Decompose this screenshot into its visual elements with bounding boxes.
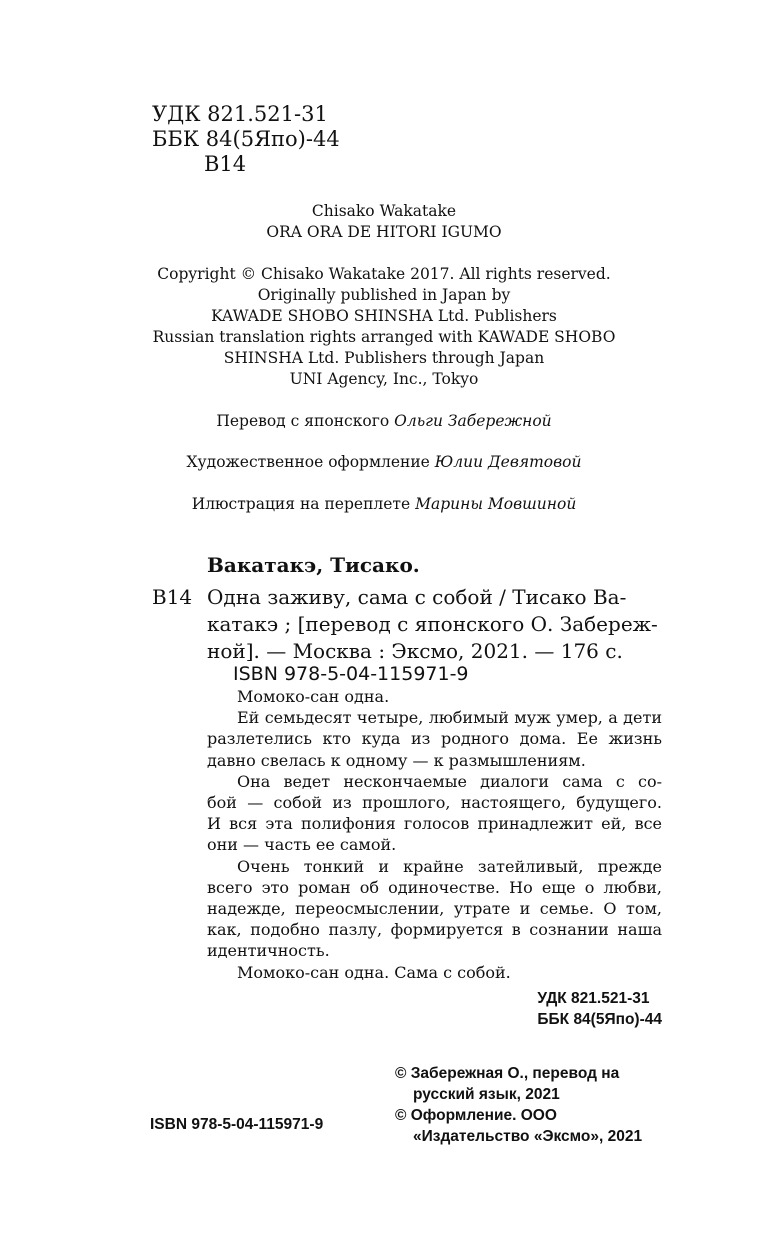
record-title-line: Одна заживу, сама с собой / Тисако Ва-	[207, 585, 627, 609]
copyright-line: Copyright © Chisako Wakatake 2017. All rights reserved.	[157, 265, 611, 283]
annotation-line: давно свелась к одному — к размышлениям.	[207, 750, 586, 770]
udk-code: УДК 821.521-31	[152, 102, 328, 126]
annotation-line: Момоко-сан одна. Сама с собой.	[237, 962, 511, 982]
annotation-line: как, подобно пазлу, формируется в сознании наша	[207, 920, 662, 940]
copyright-line: Originally published in Japan by	[257, 286, 511, 304]
author-sign: В14	[204, 152, 247, 176]
bbk-code: ББК 84(5Япо)-44	[152, 127, 340, 151]
copyright-english	[0, 264, 768, 390]
record-isbn: ISBN 978-5-04-115971-9	[233, 663, 469, 685]
annotation-line: всего это роман об одиночестве. Но еще о любви,	[207, 877, 662, 897]
copyright-line: KAWADE SHOBO SHINSHA Ltd. Publishers	[211, 307, 557, 325]
record-title	[207, 584, 660, 665]
footer-bbk: ББК 84(5Япо)-44	[537, 1011, 662, 1028]
footer-isbn: ISBN 978-5-04-115971-9	[150, 1116, 324, 1133]
annotation-line: И вся эта полифония голосов принадлежит ей, все	[207, 814, 662, 834]
designer-name: Юлии Девятовой	[434, 453, 582, 471]
annotation-line: Она ведет нескончаемые диалоги сама с со-	[237, 771, 662, 791]
record-author-heading: Вакатакэ, Тисако.	[207, 553, 420, 577]
copyright-design: © Оформление. ООО	[395, 1107, 557, 1124]
copyright-line: Russian translation rights arranged with KAWADE SHOBO	[152, 328, 616, 346]
original-title: ORA ORA DE HITORI IGUMO	[266, 223, 502, 241]
annotation-line: идентичность.	[207, 941, 330, 961]
copyright-line: SHINSHA Ltd. Publishers through Japan	[223, 349, 545, 367]
translation-label: Перевод с японского	[216, 412, 390, 430]
original-info	[0, 201, 768, 243]
copyright-translation: © Забережная О., перевод на	[395, 1065, 620, 1082]
translation-credit	[0, 411, 768, 432]
illustrator-name: Марины Мовшиной	[415, 495, 577, 513]
footer-udk: УДК 821.521-31	[537, 990, 650, 1007]
annotation-line: Очень тонкий и крайне затейливый, прежде	[237, 856, 662, 876]
annotation-line: они — часть ее самой.	[207, 835, 397, 855]
record-sign: В14	[152, 585, 193, 609]
design-credit	[0, 452, 768, 473]
annotation	[207, 686, 662, 983]
design-label: Художественное оформление	[186, 453, 430, 471]
copyright-line: UNI Agency, Inc., Tokyo	[289, 370, 479, 388]
illustration-credit	[0, 494, 768, 515]
annotation-line: надежде, переосмыслении, утрате и семье. О том,	[207, 899, 662, 919]
annotation-line: Ей семьдесят четыре, любимый муж умер, а дети	[237, 708, 662, 728]
record-title-line: ной]. — Москва : Эксмо, 2021. — 176 с.	[207, 639, 623, 663]
illustration-label: Илюстрация на переплете	[191, 495, 411, 513]
translator-name: Ольги Забережной	[394, 412, 552, 430]
copyright-translation-cont: русский язык, 2021	[413, 1086, 560, 1103]
original-author: Chisako Wakatake	[311, 202, 457, 220]
footer-codes	[537, 988, 662, 1030]
annotation-line: разлетелись кто куда из родного дома. Ее жизнь	[207, 729, 662, 749]
annotation-line: Момоко-сан одна.	[237, 687, 390, 706]
annotation-line: бой — собой из прошлого, настоящего, будущего.	[207, 793, 662, 813]
classification-codes	[152, 102, 340, 177]
record-title-line: катакэ ; [перевод с японского О. Забереж-	[207, 612, 658, 636]
copyright-russian	[395, 1063, 642, 1147]
copyright-design-cont: «Издательство «Эксмо», 2021	[413, 1128, 643, 1145]
